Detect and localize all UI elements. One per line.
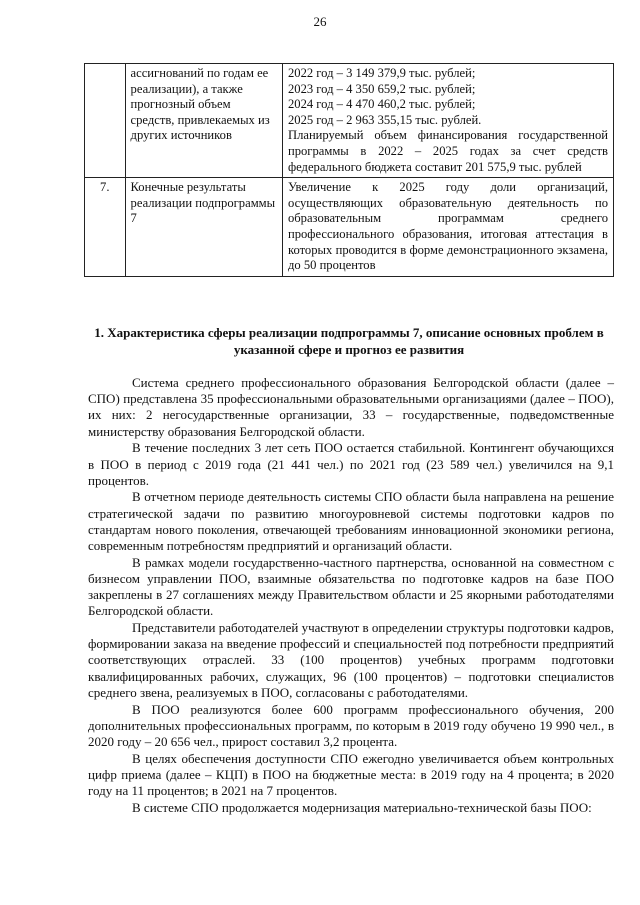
row-number xyxy=(85,64,126,178)
paragraph: В отчетном периоде деятельность системы СПО области была направлена на решение стратегической задачи по развитию многоуровневой системы подготовки кадров по стандартам нового поколения, отвечающей требованиям инновационной экономики региона, современным потребностям предприятий и организаций области. xyxy=(88,489,614,554)
paragraph: В рамках модели государственно-частного партнерства, основанной на совместном с бизнесом управлении ПОО, взаимные обязательства по подготовке кадров на базе ПОО закреплены в 27 соглашениях между Правительством области и 25 якорными работодателями Белгородской области. xyxy=(88,554,614,619)
funding-year-line: 2025 год – 2 963 355,15 тыс. рублей. xyxy=(287,112,482,127)
paragraph: Система среднего профессионального образования Белгородской области (далее – СПО) представлена 35 профессиональными образовательными организациями (далее – ПОО), их них: 2 негосударственные организации, 33 – государственные, подведомственные министерству образования Белгородской области. xyxy=(88,375,614,439)
table-row xyxy=(85,64,614,178)
row-name: ассигнований по годам ее реализации), а также прогнозный объем средств, привлекаемых из других источников xyxy=(125,64,282,178)
passport-table xyxy=(84,63,614,277)
paragraph: В течение последних 3 лет сеть ПОО остается стабильной. Контингент обучающихся в ПОО в период с 2019 года (21 441 чел.) по 2021 год (23 589 чел.) увеличился на 9,1 процентов. xyxy=(88,440,614,488)
row-name: Конечные результаты реализации подпрограммы 7 xyxy=(125,178,282,277)
paragraph: В системе СПО продолжается модернизация материально-технической базы ПОО: xyxy=(132,799,592,815)
funding-year-line: 2022 год – 3 149 379,9 тыс. рублей; xyxy=(287,66,476,80)
funding-note: Планируемый объем финансирования государственной программы в 2022 – 2025 годах за счет средств федерального бюджета составит 201 575,9 тыс. рублей xyxy=(287,128,608,174)
page-number: 26 xyxy=(313,14,327,29)
paragraph: В ПОО реализуются более 600 программ профессионального обучения, 200 дополнительных профессиональных программ, по которым в 2019 году обучено 19 990 чел., в 2020 году – 20 656 чел., прирост составил 3,2 процента. xyxy=(88,701,614,749)
funding-year-line: 2024 год – 4 470 460,2 тыс. рублей; xyxy=(287,97,476,112)
section-heading: 1. Характеристика сферы реализации подпрограммы 7, описание основных проблем в указанной сфере и прогноз ее развития xyxy=(94,325,604,357)
table-row xyxy=(85,178,614,277)
funding-year-line: 2023 год – 4 350 659,2 тыс. рублей; xyxy=(287,81,476,96)
row-value: Увеличение к 2025 году доли организаций, осуществляющих образовательную деятельность по образовательным программам среднего профессионального образования, итоговая аттестация в которых проводится в форме демонстрационного экзамена, до 50 процентов xyxy=(282,178,613,277)
paragraph: В целях обеспечения доступности СПО ежегодно увеличивается объем контрольных цифр приема (далее – КЦП) в ПОО на бюджетные места: в 2019 году на 4 процента; в 2020 году на 11 процентов; в 2021 на 7 процентов. xyxy=(88,750,614,799)
body-text xyxy=(88,375,614,816)
row-value xyxy=(282,64,613,178)
row-number: 7. xyxy=(85,178,126,277)
paragraph: Представители работодателей участвуют в определении структуры подготовки кадров, формировании заказа на введение профессий и специальностей под потребности предприятий соответствующих отраслей. 33 (100 процентов) учебных программ подготовки квалифицированных рабочих, служащих, 96 (100 процентов) – подготовки специалистов среднего звена, реализуемых в ПОО, согласованы с работодателями. xyxy=(88,620,614,700)
